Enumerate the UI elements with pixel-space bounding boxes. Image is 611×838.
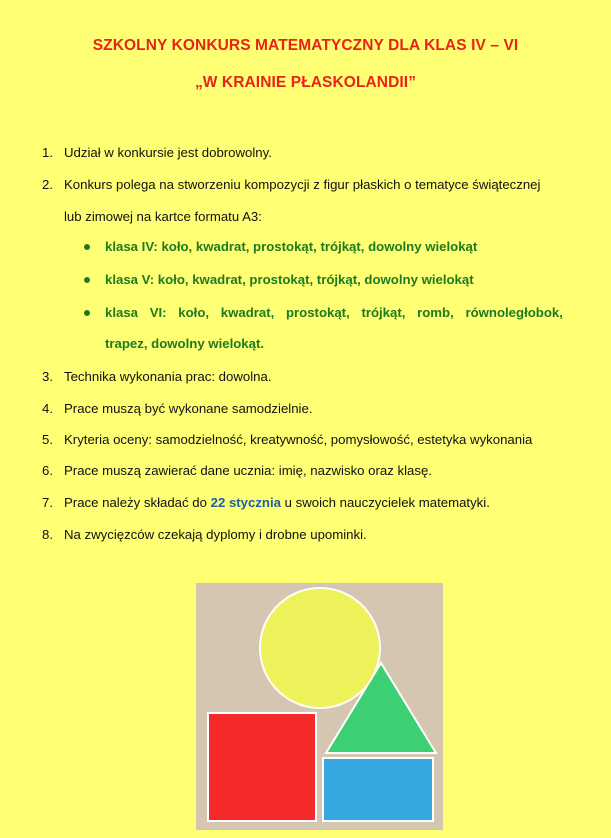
item-text: Prace muszą być wykonane samodzielnie.	[64, 401, 313, 416]
class-iv-requirements: klasa IV: koło, kwadrat, prostokąt, trójkąt, dowolny wielokąt	[105, 239, 478, 254]
shapes-illustration	[196, 583, 443, 830]
deadline-date: 22 stycznia	[210, 495, 281, 510]
rectangle-shape	[323, 758, 433, 821]
square-shape	[208, 713, 316, 821]
title-line-2: „W KRAINIE PŁASKOLANDII”	[194, 74, 417, 91]
item-text: Udział w konkursie jest dobrowolny.	[64, 145, 272, 160]
title-line-1: SZKOLNY KONKURS MATEMATYCZNY DLA KLAS IV – VI	[92, 37, 519, 54]
bullet-icon	[84, 244, 90, 250]
word: kwadrat,	[220, 305, 275, 320]
word: romb,	[417, 305, 454, 320]
item-number: 7.	[42, 495, 53, 510]
word: trójkąt,	[361, 305, 406, 320]
word: równoległobok,	[465, 305, 563, 320]
word: koło,	[178, 305, 210, 320]
item-text: lub zimowej na kartce formatu A3:	[64, 209, 262, 224]
class-v-requirements: klasa V: koło, kwadrat, prostokąt, trójkąt, dowolny wielokąt	[105, 272, 474, 287]
item-number: 1.	[42, 145, 53, 160]
item-number: 3.	[42, 369, 53, 384]
item-text	[64, 495, 490, 511]
item-number: 2.	[42, 177, 53, 192]
word: prostokąt,	[285, 305, 350, 320]
class-vi-requirements	[105, 305, 563, 321]
item-number: 6.	[42, 463, 53, 478]
bullet-icon	[84, 310, 90, 316]
item-number: 5.	[42, 432, 53, 447]
item-text: Na zwycięzców czekają dyplomy i drobne upominki.	[64, 527, 367, 542]
bullet-icon	[84, 277, 90, 283]
item-number: 4.	[42, 401, 53, 416]
class-vi-requirements-continuation: trapez, dowolny wielokąt.	[105, 336, 265, 351]
word: VI:	[149, 305, 167, 320]
item-text: Konkurs polega na stworzeniu kompozycji z figur płaskich o tematyce świątecznej	[64, 177, 541, 192]
circle-shape	[260, 588, 380, 708]
deadline-prefix: Prace należy składać do	[64, 495, 211, 510]
item-text: Prace muszą zawierać dane ucznia: imię, nazwisko oraz klasę.	[64, 463, 432, 478]
item-text: Technika wykonania prac: dowolna.	[64, 369, 272, 384]
item-number: 8.	[42, 527, 53, 542]
word: klasa	[105, 305, 139, 320]
deadline-suffix: u swoich nauczycielek matematyki.	[280, 495, 490, 510]
item-text: Kryteria oceny: samodzielność, kreatywność, pomysłowość, estetyka wykonania	[64, 432, 533, 447]
